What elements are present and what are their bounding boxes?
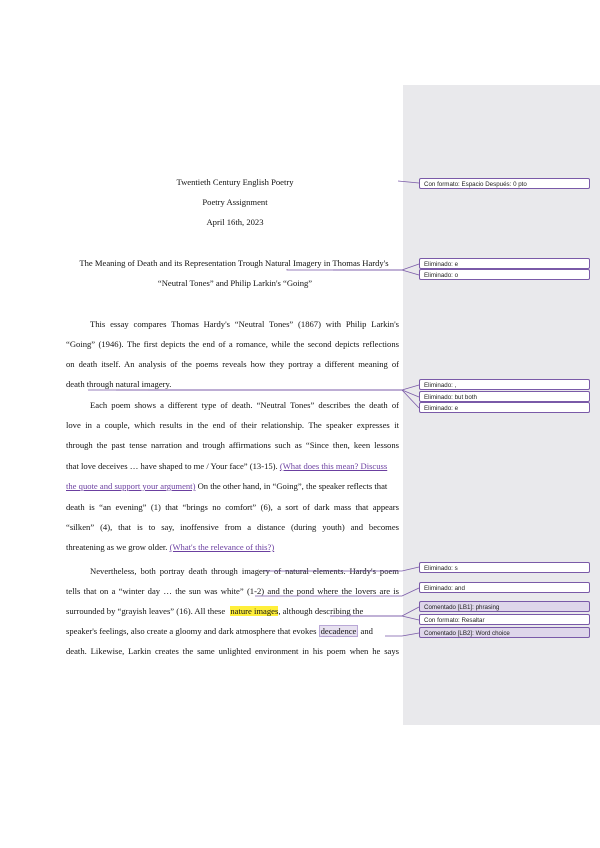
commented-text[interactable]: decadence xyxy=(320,626,357,636)
p3-line: Nevertheless, both portray death through imagery of natural elements. Hardy's poem xyxy=(90,566,399,576)
p2-line: through the past tense narration and trough affirmations such as “Since then, keen lessons xyxy=(66,440,399,450)
essay-title-line2: “Neutral Tones” and Philip Larkin's “Going” xyxy=(157,278,313,288)
p2-line: love in a couple, which results in the end of their relationship. The speaker expresses it xyxy=(66,420,399,430)
highlighted-text[interactable]: nature images xyxy=(230,606,279,616)
deletion-balloon[interactable]: Eliminado: e xyxy=(419,258,590,269)
comment-balloon[interactable]: Comentado [LB1]: phrasing xyxy=(419,601,590,612)
format-balloon[interactable]: Con formato: Resaltar xyxy=(419,614,590,625)
p2-line: “silken” (4), that is to say, inoffensive from a distance (during youth) and becomes xyxy=(66,522,399,532)
p2-line: Each poem shows a different type of death. “Neutral Tones” describes the death of xyxy=(90,400,399,410)
date: April 16th, 2023 xyxy=(206,217,264,227)
deletion-balloon[interactable]: Eliminado: s xyxy=(419,562,590,573)
format-balloon[interactable]: Con formato: Espacio Después: 0 pto xyxy=(419,178,590,189)
deletion-balloon[interactable]: Eliminado: e xyxy=(419,402,590,413)
p3-text: surrounded by “grayish leaves” (16). All these xyxy=(66,606,226,616)
p3-text: , although describing the xyxy=(278,606,364,616)
deletion-balloon[interactable]: Eliminado: , xyxy=(419,379,590,390)
inserted-comment-text[interactable]: (What's the relevance of this?) xyxy=(169,542,275,552)
p3-line: death. Likewise, Larkin creates the same unlighted environment in his poem when he says xyxy=(66,646,399,656)
deletion-balloon[interactable]: Eliminado: o xyxy=(419,269,590,280)
essay-title-line1: The Meaning of Death and its Representation Trough Natural Imagery in Thomas Hardy's xyxy=(79,258,389,268)
course-title: Twentieth Century English Poetry xyxy=(176,177,294,187)
p3-line: tells that on a “winter day … the sun was white” (1-2) and the pond where the lovers are is xyxy=(66,586,399,596)
p1-line: This essay compares Thomas Hardy's “Neutral Tones” (1867) with Philip Larkin's xyxy=(90,319,399,329)
p2-text: that love deceives … have shaped to me / Your face” (13-15). xyxy=(66,461,278,471)
p2-text: threatening as we grow older. xyxy=(66,542,168,552)
p2-text: On the other hand, in “Going”, the speaker reflects that xyxy=(197,481,388,491)
p1-line: on death itself. An analysis of the poems reveals how they portray a different meaning of xyxy=(66,359,399,369)
p1-line: death through natural imagery. xyxy=(66,379,172,389)
p3-text: speaker's feelings, also create a gloomy and dark atmosphere that evokes xyxy=(66,626,317,636)
comment-balloon[interactable]: Comentado [LB2]: Word choice xyxy=(419,627,590,638)
inserted-comment-text[interactable]: the quote and support your argument) xyxy=(66,481,196,491)
deletion-balloon[interactable]: Eliminado: but both xyxy=(419,391,590,402)
p3-text: and xyxy=(360,626,373,636)
deletion-balloon[interactable]: Eliminado: and xyxy=(419,582,590,593)
p1-line: “Going” (1946). The first depicts the end of a romance, while the second depicts reflections xyxy=(66,339,399,349)
assignment-title: Poetry Assignment xyxy=(202,197,268,207)
p2-line: death is “an evening” (1) that “brings no comfort” (6), a sort of dark mass that appears xyxy=(66,502,399,512)
inserted-comment-text[interactable]: (What does this mean? Discuss xyxy=(279,461,388,471)
